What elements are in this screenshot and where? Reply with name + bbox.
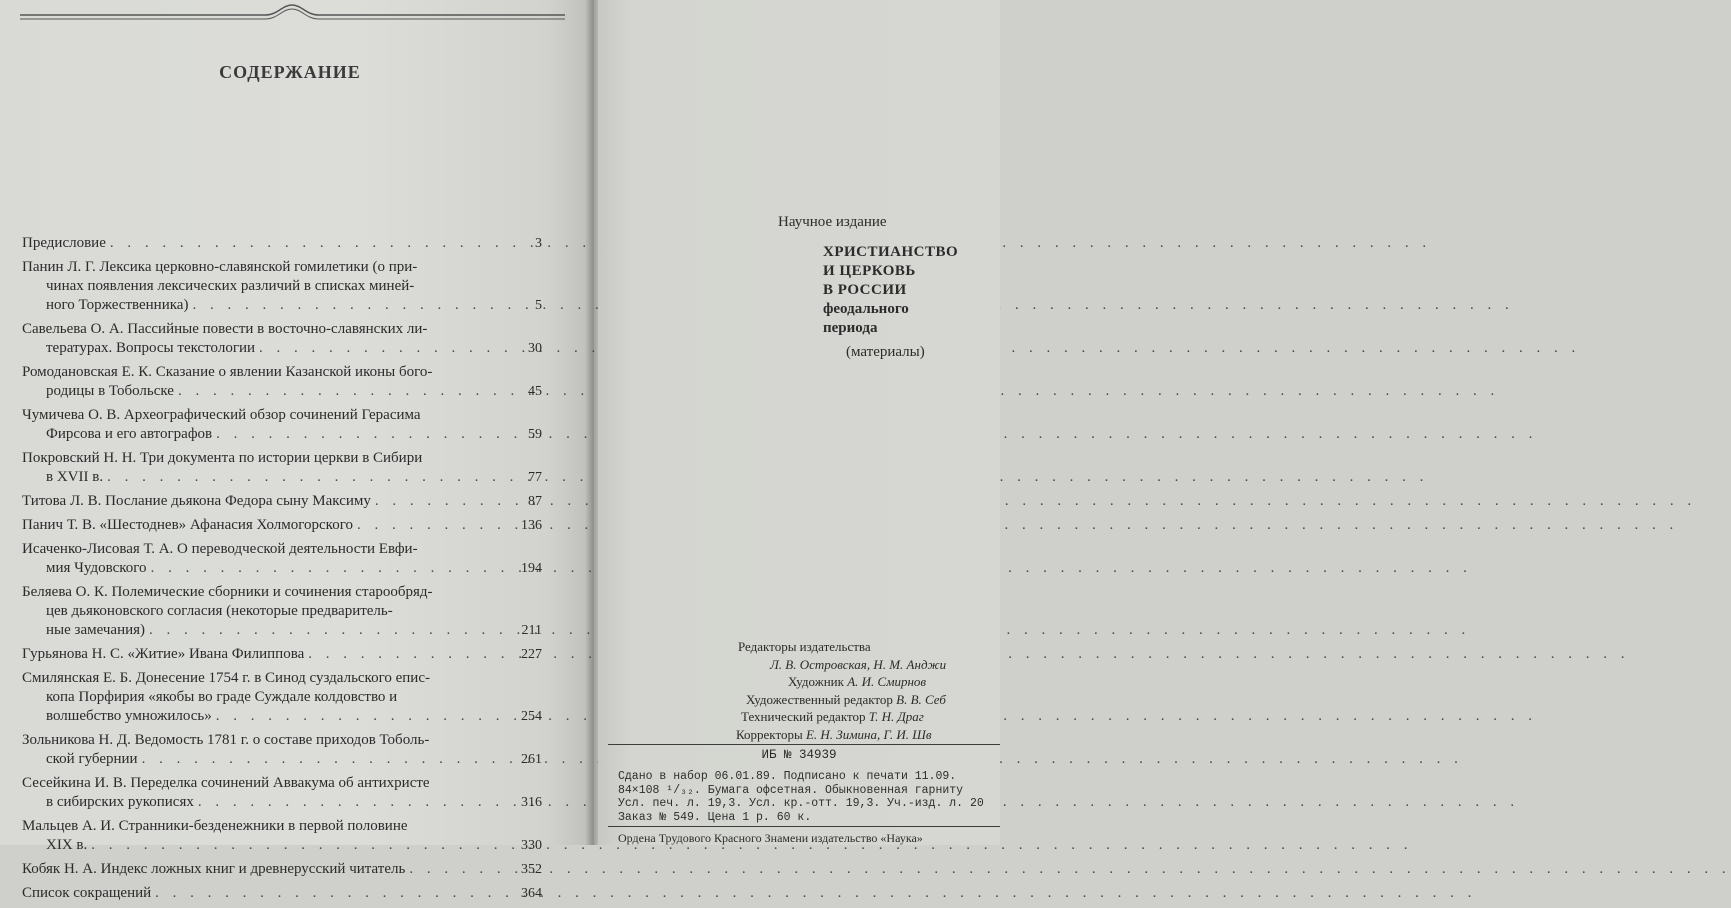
toc-page-number: 316	[521, 795, 542, 810]
credit-role: Корректоры	[736, 726, 803, 742]
toc-entry-text: цев дьяконовского согласия (некоторые предваритель-	[46, 603, 393, 619]
toc-page-number: 45	[528, 384, 542, 399]
toc-page-number: 194	[521, 561, 542, 576]
toc-entry-text: чинах появления лексических различий в списках миней-	[46, 278, 415, 294]
toc-entry-text: Смилянская Е. Б. Донесение 1754 г. в Синод суздальского епис-	[22, 670, 430, 686]
toc-page-number: 211	[521, 623, 542, 638]
toc-entry-text: Список сокращений	[22, 885, 152, 901]
credit-row	[788, 673, 1000, 691]
title-block	[598, 214, 998, 361]
toc-page-number: 3	[535, 236, 542, 251]
credit-names: А. И. Смирнов	[847, 674, 927, 689]
toc-page-number: 136	[521, 518, 542, 533]
credits-block	[598, 638, 1000, 743]
toc-entry-line	[22, 731, 512, 750]
toc-entry	[22, 258, 542, 315]
toc-page-number: 30	[528, 341, 542, 356]
credit-row	[736, 726, 1000, 744]
toc-leader-dots	[357, 516, 1678, 535]
toc-entry-text: ного Торжественника)	[46, 297, 189, 313]
toc-entry-line	[22, 774, 512, 793]
print-details	[618, 770, 984, 824]
toc-entry-text: Покровский Н. Н. Три документа по истории церкви в Сибири	[22, 450, 423, 466]
toc-entry-line	[22, 234, 512, 253]
book-title-line-3: В РОССИИ	[823, 282, 907, 298]
toc-entry	[22, 860, 542, 879]
print-line: Сдано в набор 06.01.89. Подписано к печати 11.09.	[618, 770, 957, 783]
credit-row	[738, 638, 1000, 656]
book-title-line-2: И ЦЕРКОВЬ	[823, 263, 916, 279]
materials-note: (материалы)	[846, 344, 925, 360]
divider-rule	[608, 744, 1000, 745]
credit-role: Художник	[788, 674, 844, 689]
toc-page-number: 227	[521, 647, 542, 662]
toc-entry	[22, 774, 542, 812]
credit-names: Л. В. Островская, Н. М. Анджи	[770, 656, 947, 672]
toc-entry-text: Беляева О. К. Полемические сборники и сочинения старообряд-	[22, 584, 433, 600]
toc-entry-text: Зольникова Н. Д. Ведомость 1781 г. о составе приходов Тоболь-	[22, 732, 430, 748]
toc-entry-text: Фирсова и его автографов	[46, 426, 213, 442]
toc-entry-line	[22, 707, 512, 726]
toc-entry	[22, 731, 542, 769]
toc-page-number: 87	[528, 494, 542, 509]
toc-entry	[22, 669, 542, 726]
toc-entry-line	[22, 645, 512, 664]
credit-row	[770, 656, 1000, 674]
toc-entry-text: Сесейкина И. В. Переделка сочинений Аввакума об антихристе	[22, 775, 430, 791]
toc-entry	[22, 540, 542, 578]
toc-entry-line	[22, 621, 512, 640]
toc-entry	[22, 583, 542, 640]
credit-names: Е. Н. Зимина, Г. И. Шв	[805, 726, 932, 742]
toc-entry-line	[22, 382, 512, 401]
table-of-contents	[22, 234, 542, 908]
left-page	[0, 0, 594, 901]
divider-rule	[608, 826, 1000, 827]
toc-entry-line	[22, 559, 512, 578]
print-line: 84×108 ¹/₃₂. Бумага офсетная. Обыкновенная гарниту	[618, 783, 964, 797]
toc-entry-line	[22, 817, 512, 836]
credit-role: Редакторы издательства	[738, 639, 871, 654]
toc-entry	[22, 406, 542, 444]
toc-entry-line	[22, 793, 512, 812]
toc-entry-text: в сибирских рукописях	[46, 794, 194, 810]
toc-entry-text: родицы в Тобольске	[46, 383, 174, 399]
toc-entry-line	[22, 425, 512, 444]
toc-page-number: 364	[521, 886, 542, 901]
credit-names: Т. Н. Драг	[868, 709, 924, 724]
toc-entry	[22, 516, 542, 535]
toc-entry-line	[22, 583, 512, 602]
toc-entry-text: Гурьянова Н. С. «Житие» Ивана Филиппова	[22, 646, 305, 662]
toc-entry-text: Мальцев А. И. Странники-безденежники в первой половине	[22, 818, 408, 834]
book-subtitle-line-1: феодального	[823, 301, 909, 317]
toc-entry-text: Кобяк Н. А. Индекс ложных книг и древнерусский читатель	[22, 861, 406, 877]
credit-role: Художественный редактор	[746, 691, 893, 707]
toc-entry-line	[22, 860, 512, 879]
credit-row	[741, 708, 1000, 726]
print-line: Заказ № 549. Цена 1 р. 60 к.	[618, 810, 812, 824]
right-page	[598, 0, 1000, 845]
toc-entry-text: Ромодановская Е. К. Сказание о явлении Казанской иконы бого-	[22, 364, 433, 380]
toc-leader-dots	[155, 884, 1476, 903]
toc-entry-text: тературах. Вопросы текстологии	[46, 340, 256, 356]
toc-entry-text: XIX в.	[46, 837, 88, 853]
toc-entry-line	[22, 468, 512, 487]
toc-entry	[22, 320, 542, 358]
toc-entry-text: Чумичева О. В. Археографический обзор сочинений Герасима	[22, 407, 421, 423]
toc-entry-text: мия Чудовского	[46, 560, 147, 576]
toc-entry-line	[22, 258, 512, 277]
ib-number: ИБ № 34939	[761, 748, 837, 762]
toc-entry-line	[22, 406, 512, 425]
toc-entry-line	[22, 836, 512, 855]
book-subtitle-line-2: периода	[823, 320, 878, 336]
toc-leader-dots	[409, 860, 1730, 879]
toc-page-number: 59	[528, 427, 542, 442]
toc-page-number: 5	[535, 298, 542, 313]
toc-page-number: 330	[521, 838, 542, 853]
toc-entry-line	[22, 688, 512, 707]
toc-title: СОДЕРЖАНИЕ	[219, 62, 361, 82]
toc-entry	[22, 884, 542, 903]
toc-page-number: 77	[528, 470, 542, 485]
toc-leader-dots	[375, 492, 1696, 511]
toc-entry-line	[22, 339, 512, 358]
toc-entry-text: Титова Л. В. Послание дьякона Федора сыну Максиму	[22, 493, 371, 509]
credit-role: Технический редактор	[741, 709, 866, 724]
toc-entry-line	[22, 277, 512, 296]
toc-entry-line	[22, 669, 512, 688]
toc-entry-text: Исаченко-Лисовая Т. А. О переводческой деятельности Евфи-	[22, 541, 418, 557]
toc-entry-line	[22, 540, 512, 559]
toc-entry-text: ской губернии	[46, 751, 138, 767]
toc-page-number: 261	[521, 752, 542, 767]
toc-entry-line	[22, 296, 512, 315]
toc-entry-text: Предисловие	[22, 235, 106, 251]
toc-entry-text: в XVII в.	[46, 469, 104, 485]
credit-row	[746, 691, 1000, 709]
toc-entry	[22, 449, 542, 487]
toc-entry-line	[22, 449, 512, 468]
toc-page-number: 254	[521, 709, 542, 724]
toc-entry-line	[22, 884, 512, 903]
toc-entry-text: Панин Л. Г. Лексика церковно-славянской гомилетики (о при-	[22, 259, 418, 275]
toc-entry-line	[22, 320, 512, 339]
toc-entry-text: копа Порфирия «якобы во граде Суждале колдовство и	[46, 689, 398, 705]
toc-entry	[22, 234, 542, 253]
toc-entry	[22, 645, 542, 664]
toc-entry	[22, 817, 542, 855]
edition-kind: Научное издание	[778, 214, 887, 230]
toc-entry-text: Панич Т. В. «Шестоднев» Афанасия Холмогорского	[22, 517, 353, 533]
toc-entry-line	[22, 516, 512, 535]
toc-entry-line	[22, 363, 512, 382]
toc-entry	[22, 363, 542, 401]
print-line: Усл. печ. л. 19,3. Усл. кр.-отт. 19,3. Уч.-изд. л. 20	[618, 797, 984, 810]
toc-entry-line	[22, 492, 512, 511]
publisher-line: Ордена Трудового Красного Знамени издательство «Наука»	[618, 831, 923, 845]
toc-entry-line	[22, 602, 512, 621]
book-title-line-1: ХРИСТИАНСТВО	[823, 244, 959, 260]
toc-entry-text: ные замечания)	[46, 622, 146, 638]
header-ornament	[20, 2, 565, 24]
credit-names: В. В. Себ	[896, 691, 946, 707]
toc-page-number: 352	[521, 862, 542, 877]
toc-entry-text: волшебство умножилось»	[46, 708, 212, 724]
toc-entry	[22, 492, 542, 511]
toc-entry-text: Савельева О. А. Пассийные повести в восточно-славянских ли-	[22, 321, 428, 337]
toc-entry-line	[22, 750, 512, 769]
